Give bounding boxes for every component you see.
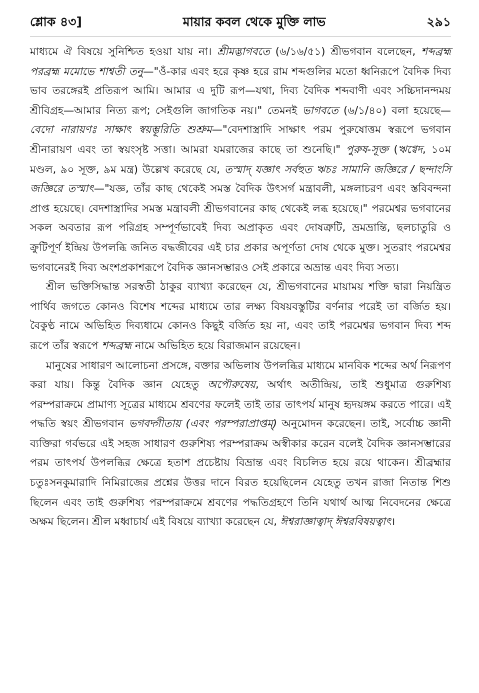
paragraph: [30, 357, 451, 533]
text-run: ।: [391, 516, 396, 529]
italic-quote: শ্রীমদ্ভাগবতে: [217, 46, 270, 58]
text-run: —"বেদশাস্ত্রাদি সাক্ষাৎ পরম পুরুষোত্তম স্বরূপে ভগবান শ্রীনারায়ণ এবং তা স্বয়ংসৃষ্ট সত্তা। আমরা যমরাজের কাছে তা শুনেছি।": [30, 124, 451, 156]
verse-reference: শ্লোক ৪৩]: [30, 14, 82, 29]
text-run: মাধ্যমে ঐ বিষয়ে সুনিশ্চিত হওয়া যায় না।: [30, 46, 218, 58]
italic-quote: পুরুষ-সূক্ত: [346, 143, 389, 156]
italic-quote: বেদো নারায়ণঃ সাক্ষাৎ স্বয়ম্ভূরিতি শুশ্রুম: [30, 124, 212, 137]
text-run: নামে অভিহিত হয়ে বিরাজমান রয়েছেন।: [131, 339, 301, 352]
paragraph: [30, 278, 451, 356]
text-run: (৬/১৬/৫১) শ্রীভগবান বলেছেন,: [269, 46, 422, 58]
page-number: ২৯১: [426, 14, 451, 29]
italic-quote: ঋগ্বেদ: [397, 143, 423, 156]
italic-quote: শব্দব্রহ্ম: [101, 339, 132, 352]
text-run: শ্রীল ভক্তিসিদ্ধান্ত সরস্বতী ঠাকুর ব্যাখ্যা করেছেন যে, শ্রীভগবানের মায়াময় শক্তি দ্বারা নিয়ন্ত্রিত পার্থিব জগতে কোনও বিশেষ শব্দের মাধ্যমে তার লক্ষ্য বিষয়বস্তুটির বর্ণনার পরেই তা বর্জিত হয়। বৈকুণ্ঠ নামে অভিহিত দিব্যধামে কোনও কিছুই বর্জিত হয় না, এবং তাই পরমেশ্বর ভগবান দিব্য শব্দ রূপে তাঁর স্বরূপে: [30, 281, 451, 352]
text-run: —"ওঁ-কার এবং হরে কৃষ্ণ হরে রাম শব্দগুলির মতো ধ্বনিরূপে বৈদিক দিব্য ভাব তরঙ্গেরই প্রতিরূপ আমি। আমার এ দুটি রূপ—যথা, দিব্য বৈদিক শব্দবাণী এবং সচ্চিদানন্দময় শ্রীবিগ্রহ—আমার নিত্য রূপ; সেইগুলি জাগতিক নয়।" তেমনই: [30, 65, 451, 117]
paragraph: [30, 43, 451, 278]
italic-quote: ভগবদ্গীতায় (এবং পরম্পরাপ্রাপ্তম্): [128, 418, 278, 431]
text-run: , অর্থাৎ অতীন্দ্রিয়, তাই শুধুমাত্র গুরুশিষ্য পরম্পরাক্রমে প্রামাণ্য সূত্রের মাধ্যমে শ্রবণের ফলেই তাই তার তাৎপর্য মানুষ হৃদয়ঙ্গম করতে পারে। এই পদ্ধতি স্বয়ং শ্রীভগবান: [30, 379, 451, 431]
text-run: (: [388, 143, 398, 156]
italic-quote: অপৌরুষেয়: [207, 379, 256, 392]
italic-quote: শব্দব্রহ্ম পরব্রহ্ম মমোভে শাশ্বতী তনু: [30, 46, 451, 78]
text-run: মানুষের সাধারণ আলোচনা প্রসঙ্গে, বক্তার অভিলাষ উপলব্ধির মাধ্যমে মানবিক শব্দের অর্থ নিরূপণ করা যায়। কিন্তু বৈদিক জ্ঞান যেহেতু: [30, 359, 451, 392]
text-run: (৬/১/৪০) বলা হয়েছে—: [338, 104, 451, 117]
text-run: , ১০ম মণ্ডল, ৯০ সূক্ত, ৯ম মন্ত্র) উল্লেখ করেছে যে,: [30, 143, 451, 176]
purport-body: [30, 43, 451, 533]
chapter-title: মায়ার কবল থেকে মুক্তি লাভ: [182, 14, 326, 29]
page-header: [30, 14, 451, 37]
italic-quote: ভাগবতে: [302, 104, 339, 117]
italic-quote: ঈশ্বরাজ্ঞাত্বাদ্ ঈশ্বরবিষয়ত্বাৎ: [280, 516, 392, 529]
text-run: —"যজ্ঞ, তাঁর কাছ থেকেই সমস্ত বৈদিক উৎসর্গ মন্ত্রাবলী, মঙ্গলাচরণ এবং স্তবিবন্দনা প্রাপ্ত হয়েছে। বেদশাস্ত্রাদির সমস্ত মন্ত্রাবলী শ্রীভগবানের কাছ থেকেই লব্ধ হয়েছে।" পরমেশ্বর ভগবানের সকল অবতার রূপ পরিগ্রহ সম্পূর্ণভাবেই দিব্য অপ্রাকৃত এবং দোষত্রুটি, ভ্রমভ্রান্তি, ছলচাতুরি ও ক্রুটিপূর্ণ ইন্দ্রিয় উপলব্ধি জনিত বদ্ধজীবের এই চার প্রকার অপূর্ণতা দোষ থেকে মুক্ত। সুতরাং পরমেশ্বর ভগবানেরই দিব্য অংশপ্রকাশরূপে বৈদিক জ্ঞানসম্ভারও সেই প্রকারে অভ্রান্ত এবং দিব্য সত্য।: [30, 183, 451, 274]
italic-quote: তস্মাদ্ যজ্ঞাৎ সর্বহুত ঋচঃ সামানি জজ্ঞিরে / ছন্দাংসি জজ্ঞিরে তস্মাৎ: [30, 163, 451, 196]
text-run: অনুমোদন করেছেন। তাই, সর্বোচ্চ জ্ঞানী ব্যক্তিরা গর্বভরে এই সহজ সাধারণ গুরুশিষ্য পরম্পরাক্রম অস্বীকার করেন বলেই বৈদিক জ্ঞানসম্ভারের পরম তাৎপর্য উপলব্ধির ক্ষেত্রে হতাশ প্রচেষ্টায় বিভ্রান্ত এবং বিচলিত হয়ে রয়ে থাকেন। শ্রীব্রহ্মার চতুঃসনকুমারাদি নিমিরাজের প্রশ্নের উত্তর দানে বিরত হয়েছিলেন যেহেতু তখন রাজা নিতান্ত শিশু ছিলেন এবং তাই গুরুশিষ্য পরম্পরাক্রমে শ্রবণের পদ্ধতিগ্রহণে তিনি যথার্থ আত্ম নিবেদনের ক্ষেত্রে অক্ষম ছিলেন। শ্রীল মধ্বাচার্য এই বিষয়ে ব্যাখ্যা করেছেন যে,: [30, 418, 451, 529]
